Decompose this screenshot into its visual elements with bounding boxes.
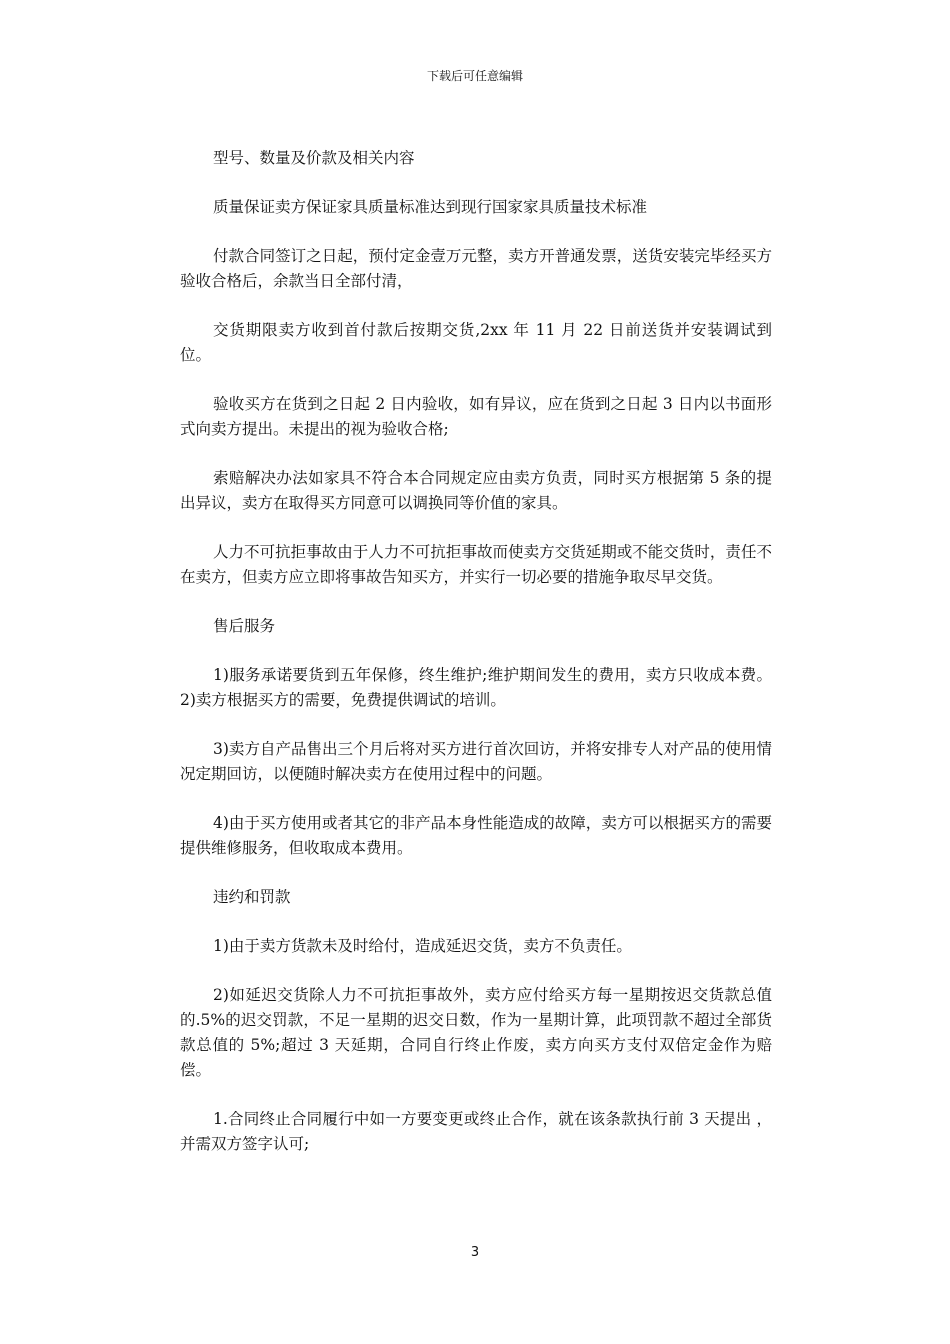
paragraph-payment: 付款合同签订之日起，预付定金壹万元整，卖方开普通发票，送货安装完毕经买方验收合格后，余款当日全部付清， — [180, 247, 772, 290]
paragraph-acceptance: 验收买方在货到之日起 2 日内验收，如有异议，应在货到之日起 3 日内以书面形式向卖方提出。未提出的视为验收合格; — [180, 395, 772, 438]
paragraph-late-payment: 1)由于卖方货款未及时给付，造成延迟交货，卖方不负责任。 — [213, 937, 632, 955]
page-header: 下载后可任意编辑 — [426, 69, 523, 83]
paragraph-contract-termination: 1.合同终止合同履行中如一方要变更或终止合作，就在该条款执行前 3 天提出 ，并需双方签字认可; — [180, 1110, 772, 1153]
page-number: 3 — [470, 1245, 480, 1260]
section-heading-breach-penalty: 违约和罚款 — [213, 888, 291, 906]
paragraph-model-quantity: 型号、数量及价款及相关内容 — [213, 149, 415, 167]
paragraph-force-majeure: 人力不可抗拒事故由于人力不可抗拒事故而使卖方交货延期或不能交货时，责任不在卖方，但卖方应立即将事故告知买方，并实行一切必要的措施争取尽早交货。 — [180, 543, 772, 586]
paragraph-claims: 索赔解决办法如家具不符合本合同规定应由卖方负责，同时买方根据第 5 条的提出异议，卖方在取得买方同意可以调换同等价值的家具。 — [180, 469, 772, 512]
paragraph-follow-up-visits: 3)卖方自产品售出三个月后将对买方进行首次回访，并将安排专人对产品的使用情况定期回访，以便随时解决卖方在使用过程中的问题。 — [180, 740, 772, 783]
paragraph-repair-service: 4)由于买方使用或者其它的非产品本身性能造成的故障，卖方可以根据买方的需要提供维修服务，但收取成本费用。 — [180, 814, 772, 857]
paragraph-late-delivery-penalty: 2)如延迟交货除人力不可抗拒事故外，卖方应付给买方每一星期按迟交货款总值的.5%的迟交罚款，不足一星期的迟交日数，作为一星期计算，此项罚款不超过全部货款总值的 5%;超过 3 天延期，合同自行终止作废，卖方向买方支付双倍定金作为赔偿。 — [180, 986, 772, 1079]
document-body — [180, 146, 772, 1181]
paragraph-quality-guarantee: 质量保证卖方保证家具质量标准达到现行国家家具质量技术标准 — [213, 198, 648, 216]
paragraph-service-commitment: 1)服务承诺要货到五年保修，终生维护;维护期间发生的费用，卖方只收成本费。 2)卖方根据买方的需要，免费提供调试的培训。 — [180, 666, 772, 709]
paragraph-delivery-period: 交货期限卖方收到首付款后按期交货,2xx 年 11 月 22 日前送货并安装调试到位。 — [180, 321, 772, 364]
section-heading-after-sales: 售后服务 — [213, 617, 276, 635]
